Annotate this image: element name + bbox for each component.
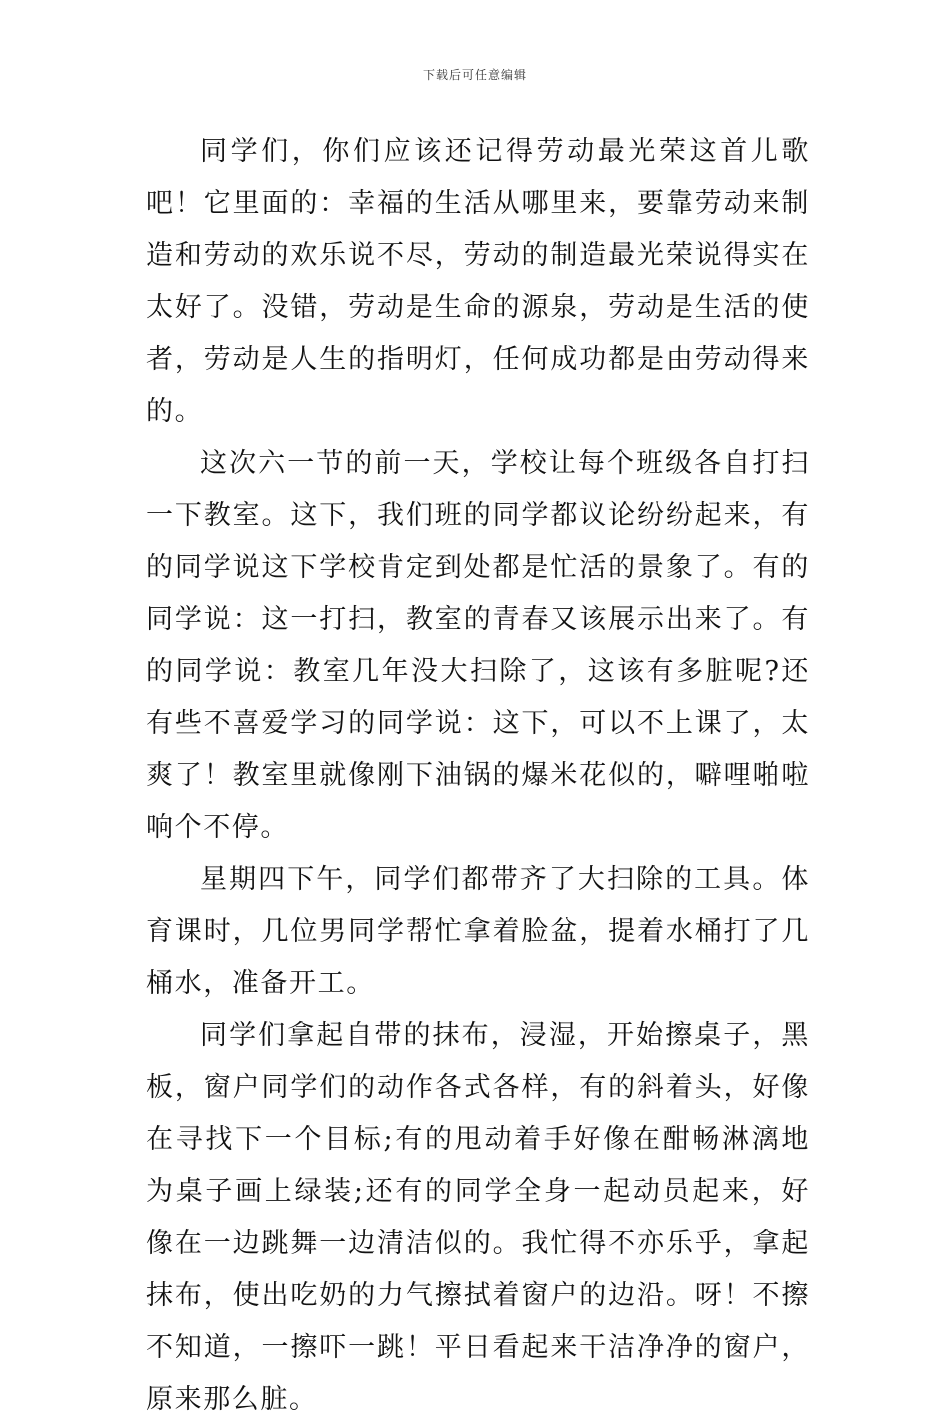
paragraph-4: 同学们拿起自带的抹布，浸湿，开始擦桌子，黑板，窗户同学们的动作各式各样，有的斜着头，好像在寻找下一个目标;有的甩动着手好像在酣畅淋漓地为桌子画上绿装;还有的同学全身一起动员起来，好像在一边跳舞一边清洁似的。我忙得不亦乐乎，拿起抹布，使出吃奶的力气擦拭着窗户的边沿。呀！不擦不知道，一擦吓一跳！平日看起来干洁净净的窗户，原来那么脏。 xyxy=(146,1020,810,1415)
document-body xyxy=(146,126,810,1426)
paragraph-1: 同学们，你们应该还记得劳动最光荣这首儿歌吧！它里面的：幸福的生活从哪里来，要靠劳动来制造和劳动的欢乐说不尽，劳动的制造最光荣说得实在太好了。没错，劳动是生命的源泉，劳动是生活的使者，劳动是人生的指明灯，任何成功都是由劳动得来的。 xyxy=(146,136,810,427)
paragraph-3: 星期四下午，同学们都带齐了大扫除的工具。体育课时，几位男同学帮忙拿着脸盆，提着水桶打了几桶水，准备开工。 xyxy=(146,864,810,999)
paragraph-2: 这次六一节的前一天，学校让每个班级各自打扫一下教室。这下，我们班的同学都议论纷纷起来，有的同学说这下学校肯定到处都是忙活的景象了。有的同学说：这一打扫，教室的青春又该展示出来了。有的同学说：教室几年没大扫除了，这该有多脏呢?还有些不喜爱学习的同学说：这下，可以不上课了，太爽了！教室里就像刚下油锅的爆米花似的，噼哩啪啦响个不停。 xyxy=(146,448,810,843)
header-note: 下载后可任意编辑 xyxy=(422,68,527,82)
